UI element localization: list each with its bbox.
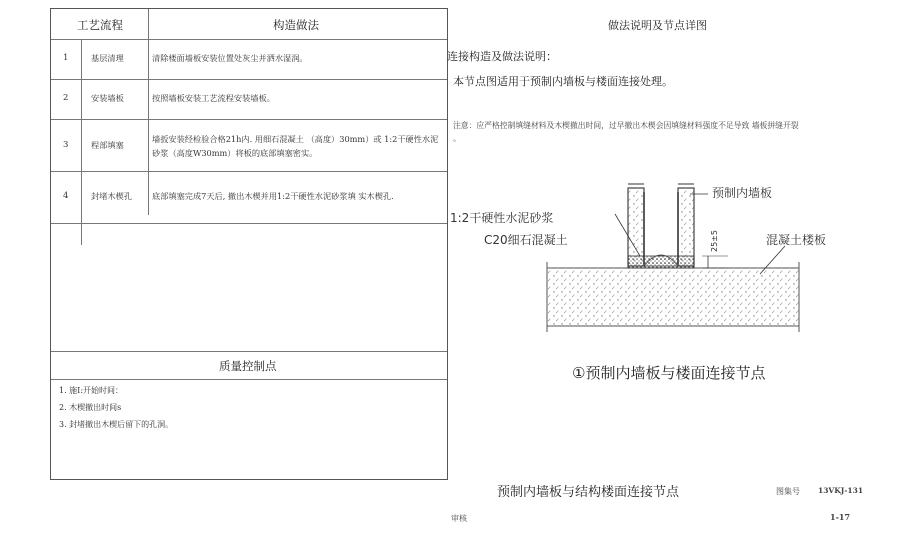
row-desc: 清除楼面墙板安装位置处灰尘并洒水湿润。 [152,53,308,63]
floor-slab [547,268,799,326]
row-desc: 按照墙板安装工艺流程安装墙板。 [152,93,275,103]
header-method: 构造做法 [273,18,319,32]
row-step: 封堵木楔孔 [91,191,132,201]
row-step: 基层清理 [91,53,124,63]
row-step: 程部填塞 [91,140,124,150]
u-channel [644,192,678,264]
atlas-code: 13VKJ-131 [818,486,864,495]
main-title: 预制内墙板与结构楼面连接节点 [497,485,680,500]
note-text: 注意：应严格控制填缝材料及木楔撤出时间，过早撤出木楔会因填缝材料强度不足导致 墙板拼缝开裂 [453,121,799,130]
row-number: 3 [63,140,69,150]
table-row-divider [51,39,447,40]
table-row-divider [51,119,447,120]
row-number: 1 [63,53,69,63]
table-row-divider [51,171,447,172]
concrete-fill [628,256,694,268]
table-row-divider [51,223,447,224]
quality-item: 2. 木楔撤出时间s [59,403,122,412]
label-floor: 混凝土楼板 [766,233,827,247]
page-number: 1-17 [830,512,851,522]
wall-panel-right [678,188,694,266]
table-row-divider [51,351,447,352]
diagram-caption: ①预制内墙板与楼面连接节点 [572,364,766,382]
row-step: 安装墙板 [91,93,124,103]
quality-item: 3. 封堵撤出木楔后留下的孔洞。 [59,420,174,429]
label-mortar: 1:2干硬性水泥砂浆 [450,211,554,225]
row-desc: 墙扳安装经检验合格21h内. 用细石混凝土 （高度）30mm）或 1:2干硬性水泥砂浆（高度W30mm）将板的底部填塞密实。 [152,134,439,158]
row-number: 4 [63,191,69,201]
review-label: 审核 [451,514,467,523]
note-end: 。 [453,134,461,143]
quality-title: 质量控制点 [219,359,277,373]
process-table [50,8,448,480]
row-desc: 底部填塞完成7天后, 撤出木楔并用1:2干硬性水泥砂浆填 实木楔孔. [152,191,394,201]
table-col-divider [81,39,82,245]
right-title: 做法说明及节点详图 [608,19,707,32]
table-row-divider [51,79,447,80]
label-concrete: C20细石混凝土 [484,233,568,247]
right-line1: 本节点图适用于预制内墙板与楼面连接处理。 [453,75,673,88]
row-number: 2 [63,93,69,103]
atlas-label: 图集号 [776,487,800,496]
right-subtitle: 连接构造及做法说明： [447,50,557,63]
wall-panel-left [628,188,644,266]
connection-diagram [440,170,827,340]
label-wall-panel: 预制内墙板 [712,186,773,200]
table-row-divider [51,379,447,380]
right-note [453,119,913,145]
dim-label: 25±5 [710,230,719,252]
header-process: 工艺流程 [77,18,123,32]
quality-item: 1. 施I:开始时间： [59,386,124,395]
